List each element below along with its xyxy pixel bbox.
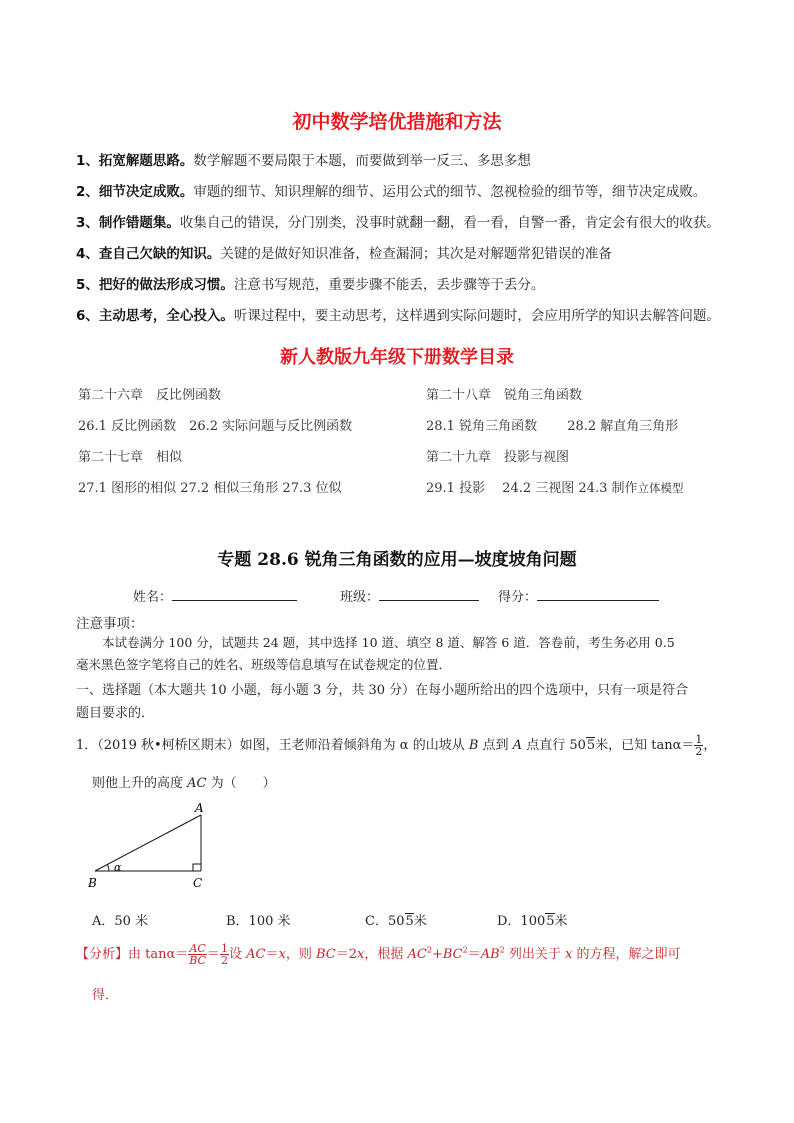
section-heading-line-2: 题目要求的．: [76, 706, 155, 721]
tip-2: 2、细节决定成败。审题的细节、知识理解的细节、运用公式的细节、忽视检验的细节等，细节决定成败。: [76, 184, 707, 200]
tip-6: 6、主动思考，全心投入。听课过程中，要主动思考，这样遇到实际问题时，会应用所学的知识去解答问题。: [76, 308, 720, 324]
name-blank[interactable]: [172, 588, 297, 601]
toc-title: 新人教版九年级下册数学目录: [280, 347, 514, 368]
option-a[interactable]: A．50 米: [92, 914, 149, 929]
notes-line-2: 毫米黑色签字笔将自己的姓名、班级等信息填写在试卷规定的位置．: [76, 657, 452, 672]
toc-chapter-29: 第二十九章 投影与视图: [426, 450, 570, 465]
toc-chapter-28-items: 28.1 锐角三角函数 28.2 解直角三角形: [426, 419, 679, 434]
tip-4: 4、查自己欠缺的知识。关键的是做好知识准备，检查漏洞；其次是对解题常犯错误的准备: [76, 246, 612, 262]
vertex-c-label: C: [193, 876, 203, 890]
section-heading-line-1: 一、选择题（本大题共 10 小题，每小题 3 分，共 30 分）在每小题所给出的四个选项中，只有一项是符合: [76, 683, 689, 698]
notes-line-1: 本试卷满分 100 分，试题共 24 题，其中选择 10 道、填空 8 道、解答 6 道．答卷前，考生务必用 0.5: [102, 635, 675, 650]
option-d[interactable]: D．1005米: [497, 914, 568, 929]
option-c[interactable]: C．505米: [365, 914, 427, 929]
vertex-a-label: A: [195, 801, 204, 815]
notes-heading: 注意事项：: [76, 616, 144, 632]
right-angle-mark: [193, 864, 201, 871]
toc-chapter-27: 第二十七章 相似: [78, 450, 183, 465]
tip-5: 5、把好的做法形成习惯。注意书写规范，重要步骤不能丢，丢步骤等于丢分。: [76, 277, 545, 293]
page-title: 初中数学培优措施和方法: [292, 111, 502, 133]
alpha-label: α: [114, 861, 122, 874]
class-blank[interactable]: [379, 588, 479, 601]
tip-1: 1、拓宽解题思路。数学解题不要局限于本题，而要做到举一反三、多思多想: [76, 153, 531, 169]
question-1-stem: 1．（2019 秋•柯桥区期末）如图，王老师沿着倾斜角为 α 的山坡从 B 点到 A 点直行 505米，已知 tanα＝ $\frac{1}{2}$ ，: [76, 733, 717, 758]
score-blank[interactable]: [537, 588, 659, 601]
vertex-b-label: B: [88, 876, 97, 890]
analysis-line-2: 得．: [92, 988, 119, 1003]
score-field[interactable]: 得分：: [498, 586, 659, 605]
alpha-arc: [108, 865, 110, 871]
name-field[interactable]: 姓名：: [133, 586, 297, 605]
class-field[interactable]: 班级：: [340, 586, 479, 605]
toc-chapter-29-items: 29.1 投影 24.2 三视图 24.3 制作立体模型: [426, 481, 684, 496]
slope-line-ab: [95, 815, 201, 871]
analysis-line-1: 【分析】由 tanα＝ $\frac{AC}{BC}$ ＝ $\frac{1}{2}$ 设 AC＝x，则 BC＝2x，根据 $AC^2+BC^2=AB^2$ 列出关于 x 的方程，解之即可: [76, 942, 681, 967]
toc-chapter-28: 第二十八章 锐角三角函数: [426, 388, 583, 403]
option-b[interactable]: B．100 米: [226, 914, 291, 929]
tip-3: 3、制作错题集。收集自己的错误，分门别类，没事时就翻一翻，看一看，自警一番，肯定会有很大的收获。: [76, 215, 720, 231]
triangle-figure: [85, 800, 215, 892]
exam-title: 专题 28.6 锐角三角函数的应用—坡度坡角问题: [217, 550, 577, 570]
toc-chapter-27-items: 27.1 图形的相似 27.2 相似三角形 27.3 位似: [78, 481, 342, 496]
toc-chapter-26: 第二十六章 反比例函数: [78, 388, 222, 403]
toc-chapter-26-items: 26.1 反比例函数 26.2 实际问题与反比例函数: [78, 419, 353, 434]
question-1-stem-line-2: 则他上升的高度 AC 为（ ）: [92, 776, 276, 791]
